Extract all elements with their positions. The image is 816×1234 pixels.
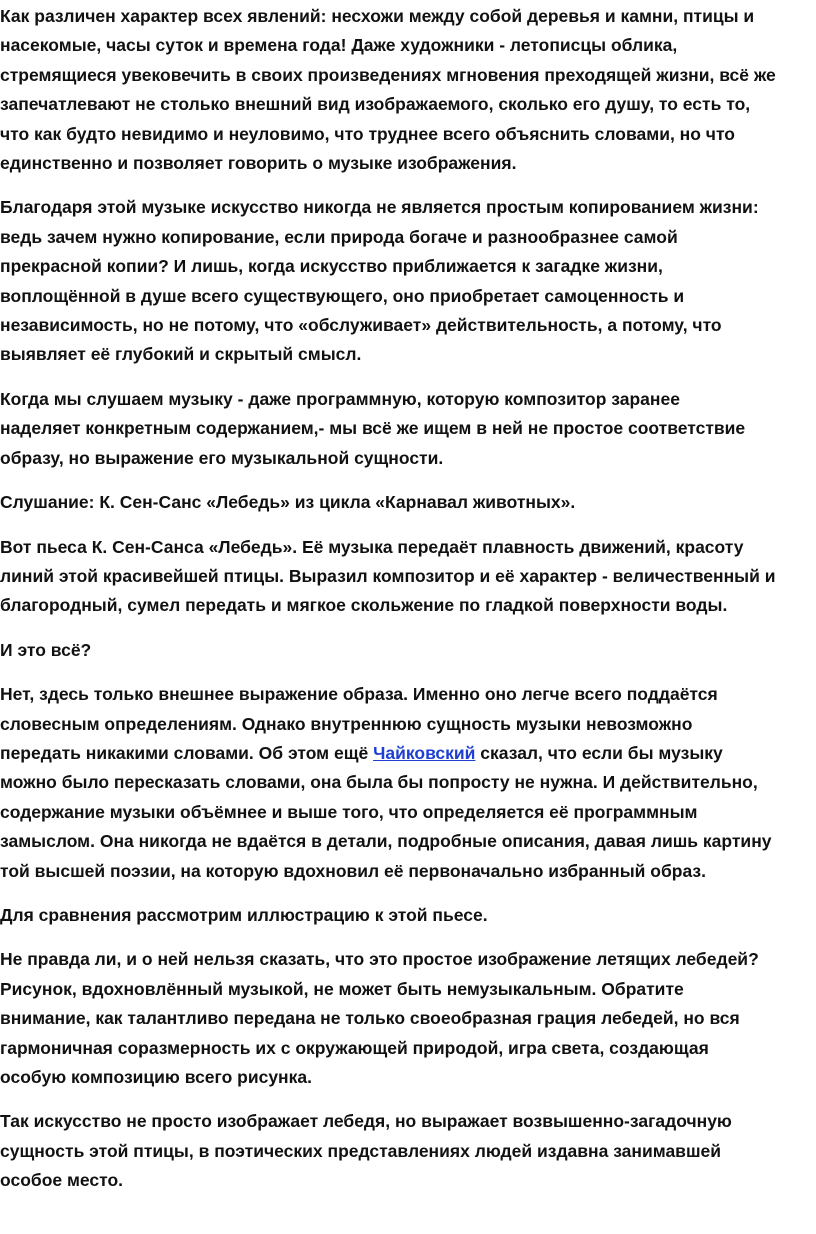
text-line: запечатлевают не столько внешний вид изображаемого, сколько его душу, то есть то, [0, 94, 751, 115]
paragraph-conclusion [0, 1107, 816, 1195]
text-line: прекрасной копии? И лишь, когда искусство приближается к загадке жизни, [0, 256, 663, 277]
text-line: воплощённой в душе всего существующего, оно приобретает самоценность и [0, 285, 685, 306]
text-line: можно было пересказать словами, она была бы попросту не нужна. И действительно, [0, 772, 758, 793]
text-segment: сказал, что если бы музыку [475, 742, 723, 763]
text-line: благородный, сумел передать и мягкое скольжение по гладкой поверхности воды. [0, 595, 728, 616]
paragraph-question [0, 636, 816, 665]
text-segment: передать никакими словами. Об этом ещё [0, 742, 374, 763]
text-line: единственно и позволяет говорить о музыке изображения. [0, 153, 517, 174]
paragraph-phenomena [0, 2, 816, 178]
text-line: Когда мы слушаем музыку - даже программную, которую композитор заранее [0, 388, 680, 409]
text-line: той высшей поэзии, на которую вдохновил её первоначально избранный образ. [0, 860, 706, 881]
text-line: ведь зачем нужно копирование, если природа богаче и разнообразнее самой [0, 226, 678, 247]
text-line: гармоничная соразмерность их с окружающей природой, игра света, создающая [0, 1037, 709, 1058]
paragraph-inner-essence [0, 680, 816, 886]
text-line: словесным определениям. Однако внутреннюю сущность музыки невозможно [0, 713, 693, 734]
paragraph-illustration [0, 945, 816, 1092]
paragraph-listening-task [0, 488, 816, 517]
text-line: Рисунок, вдохновлённый музыкой, не может быть немузыкальным. Обратите [0, 978, 684, 999]
text-line: образу, но выражение его музыкальной сущности. [0, 447, 444, 468]
tchaikovsky-link[interactable]: Чайковский [373, 742, 476, 763]
text-line: насекомые, часы суток и времена года! Даже художники - летописцы облика, [0, 35, 678, 56]
text-line: что как будто невидимо и неуловимо, что труднее всего объяснить словами, но что [0, 123, 735, 144]
paragraph-swan-piece [0, 533, 816, 621]
text-line: особую композицию всего рисунка. [0, 1067, 312, 1087]
text-line: внимание, как талантливо передана не только своеобразная грация лебедей, но вся [0, 1008, 740, 1029]
text-line: наделяет конкретным содержанием,- мы всё же ищем в ней не простое соответствие [0, 418, 746, 439]
text-line: Как различен характер всех явлений: несхожи между собой деревья и камни, птицы и [0, 6, 755, 26]
paragraph-listening-music [0, 385, 816, 473]
text-line: Нет, здесь только внешнее выражение образа. Именно оно легче всего поддаётся [0, 684, 718, 705]
text-line: Вот пьеса К. Сен-Санса «Лебедь». Её музыка передаёт плавность движений, красоту [0, 536, 744, 557]
text-line: линий этой красивейшей птицы. Выразил композитор и её характер - величественный и [0, 565, 776, 586]
text-line: независимость, но не потому, что «обслуживает» действительность, а потому, что [0, 315, 722, 336]
text-line: Не правда ли, и о ней нельзя сказать, что это простое изображение летящих лебедей? [0, 949, 759, 970]
text-line: содержание музыки объёмнее и выше того, что определяется её программным [0, 801, 698, 822]
paragraph-art-copying [0, 193, 816, 369]
paragraph-comparison [0, 901, 816, 930]
text-line: сущность этой птицы, в поэтических представлениях людей издавна занимавшей [0, 1140, 722, 1161]
text-line: Для сравнения рассмотрим иллюстрацию к этой пьесе. [0, 904, 488, 925]
text-line: выявляет её глубокий и скрытый смысл. [0, 344, 362, 365]
text-line: И это всё? [0, 639, 92, 660]
text-line: стремящиеся увековечить в своих произведениях мгновения преходящей жизни, всё же [0, 64, 776, 85]
text-line: особое место. [0, 1170, 124, 1191]
text-line: Слушание: К. Сен-Санс «Лебедь» из цикла «Карнавал животных». [0, 492, 576, 513]
text-line: Так искусство не просто изображает лебедя, но выражает возвышенно-загадочную [0, 1111, 732, 1132]
text-line-with-link [0, 739, 816, 768]
text-line: Благодаря этой музыке искусство никогда не является простым копированием жизни: [0, 197, 759, 218]
text-line: замыслом. Она никогда не вдаётся в детали, подробные описания, давая лишь картину [0, 831, 772, 852]
